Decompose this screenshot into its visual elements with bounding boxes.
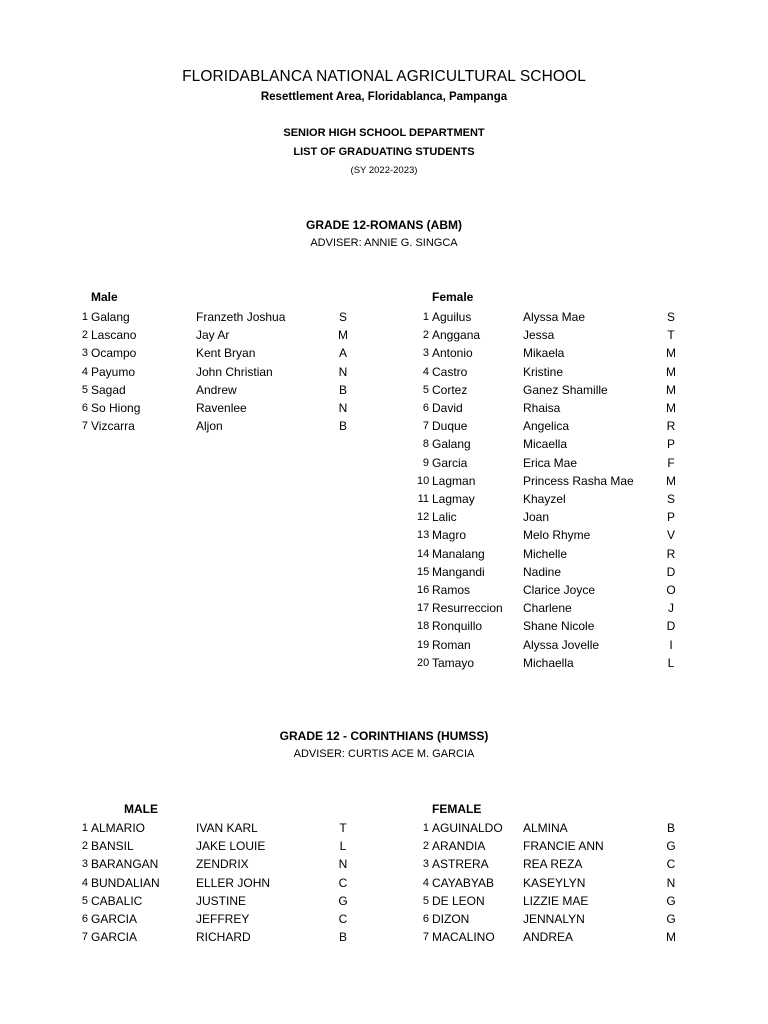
- first-name: John Christian: [196, 364, 273, 379]
- row-number: 19: [417, 638, 430, 651]
- section-adviser: ADVISER: ANNIE G. SINGCA: [310, 237, 458, 249]
- last-name: Payumo: [91, 364, 136, 379]
- last-name: Sagad: [91, 382, 126, 397]
- middle-initial: C: [666, 857, 676, 872]
- first-name: LIZZIE MAE: [523, 893, 589, 908]
- row-number: 7: [422, 420, 429, 433]
- row-number: 2: [422, 840, 429, 853]
- last-name: ARANDIA: [432, 839, 486, 854]
- middle-initial: B: [338, 930, 347, 945]
- row-number: 3: [422, 347, 429, 360]
- row-number: 3: [81, 347, 88, 360]
- student-row: [0, 894, 768, 912]
- last-name: DIZON: [432, 912, 470, 926]
- first-name: KASEYLYN: [523, 875, 586, 890]
- row-number: 6: [422, 402, 429, 414]
- first-name: JAKE LOUIE: [196, 839, 266, 854]
- first-name: JENNALYN: [523, 912, 585, 926]
- first-name: Jessa: [523, 328, 555, 343]
- middle-initial: R: [666, 546, 676, 561]
- row-number: 3: [81, 858, 88, 871]
- last-name: So Hiong: [91, 401, 141, 415]
- last-name: Duque: [432, 419, 468, 434]
- middle-initial: B: [666, 821, 675, 835]
- middle-initial: S: [338, 310, 347, 324]
- first-name: Mikaela: [523, 346, 565, 361]
- student-row: [0, 857, 768, 875]
- student-row: [0, 492, 768, 510]
- middle-initial: N: [338, 857, 348, 872]
- student-row: [0, 930, 768, 948]
- student-row: [0, 437, 768, 455]
- last-name: Garcia: [432, 455, 468, 470]
- row-number: 5: [81, 383, 88, 396]
- row-number: 6: [422, 913, 429, 925]
- first-name: Jay Ar: [196, 328, 230, 343]
- section-adviser: ADVISER: CURTIS ACE M. GARCIA: [293, 748, 475, 760]
- last-name: David: [432, 401, 463, 415]
- row-number: 20: [417, 656, 430, 669]
- middle-initial: T: [339, 821, 347, 835]
- middle-initial: N: [338, 364, 348, 379]
- row-number: 5: [422, 383, 429, 396]
- first-name: Aljon: [196, 419, 223, 434]
- section-title: GRADE 12-ROMANS (ABM): [306, 218, 462, 232]
- student-row: [0, 310, 768, 328]
- last-name: Antonio: [432, 346, 473, 361]
- middle-initial: R: [666, 419, 676, 434]
- middle-initial: F: [667, 455, 675, 470]
- female-column-header: Female: [432, 290, 474, 304]
- first-name: Nadine: [523, 564, 562, 579]
- last-name: AGUINALDO: [432, 821, 503, 835]
- last-name: BARANGAN: [91, 857, 159, 872]
- student-row: [0, 876, 768, 894]
- last-name: ASTRERA: [432, 857, 489, 872]
- row-number: 12: [417, 511, 430, 524]
- middle-initial: G: [666, 912, 676, 926]
- row-number: 11: [417, 493, 429, 505]
- middle-initial: I: [669, 637, 673, 652]
- last-name: Ocampo: [91, 346, 137, 361]
- first-name: Franzeth Joshua: [196, 310, 286, 324]
- student-row: [0, 528, 768, 546]
- first-name: Michaella: [523, 655, 574, 670]
- middle-initial: D: [666, 564, 676, 579]
- middle-initial: B: [338, 382, 347, 397]
- row-number: 6: [81, 402, 88, 414]
- last-name: Manalang: [432, 546, 485, 561]
- row-number: 4: [422, 365, 429, 378]
- middle-initial: C: [338, 912, 348, 926]
- last-name: CABALIC: [91, 893, 143, 908]
- first-name: RICHARD: [196, 930, 251, 945]
- middle-initial: S: [666, 310, 675, 324]
- middle-initial: N: [338, 401, 348, 415]
- middle-initial: G: [666, 893, 676, 908]
- list-title: LIST OF GRADUATING STUDENTS: [293, 146, 475, 158]
- row-number: 5: [422, 894, 429, 907]
- first-name: JUSTINE: [196, 893, 247, 908]
- first-name: Alyssa Mae: [523, 310, 586, 324]
- first-name: Melo Rhyme: [523, 528, 591, 543]
- middle-initial: T: [667, 328, 675, 343]
- first-name: Alyssa Jovelle: [523, 637, 600, 652]
- row-number: 7: [422, 931, 429, 944]
- student-row: [0, 565, 768, 583]
- first-name: ANDREA: [523, 930, 574, 945]
- last-name: Magro: [432, 528, 467, 543]
- row-number: 5: [81, 894, 88, 907]
- middle-initial: G: [338, 893, 348, 908]
- middle-initial: M: [666, 930, 676, 945]
- middle-initial: L: [339, 839, 347, 854]
- middle-initial: M: [666, 382, 676, 397]
- row-number: 16: [417, 584, 430, 596]
- student-row: [0, 401, 768, 419]
- row-number: 18: [417, 620, 430, 633]
- last-name: Vizcarra: [91, 419, 135, 434]
- first-name: Andrew: [196, 382, 237, 397]
- first-name: Michelle: [523, 546, 568, 561]
- middle-initial: J: [668, 601, 674, 616]
- last-name: Mangandi: [432, 564, 485, 579]
- first-name: IVAN KARL: [196, 821, 258, 835]
- last-name: Resurreccion: [432, 601, 503, 616]
- male-column-header: Male: [91, 290, 118, 304]
- first-name: REA REZA: [523, 857, 583, 872]
- middle-initial: P: [666, 510, 675, 525]
- first-name: Ravenlee: [196, 401, 247, 415]
- last-name: BANSIL: [91, 839, 134, 854]
- middle-initial: B: [338, 419, 347, 434]
- first-name: ZENDRIX: [196, 857, 249, 872]
- last-name: Roman: [432, 637, 471, 652]
- row-number: 1: [422, 822, 429, 834]
- section-title: GRADE 12 - CORINTHIANS (HUMSS): [279, 729, 489, 743]
- row-number: 8: [422, 438, 429, 451]
- first-name: Ganez Shamille: [523, 382, 608, 397]
- student-row: [0, 839, 768, 857]
- student-row: [0, 821, 768, 839]
- middle-initial: M: [338, 328, 348, 343]
- middle-initial: M: [666, 473, 676, 488]
- row-number: 9: [422, 456, 429, 469]
- row-number: 4: [81, 876, 88, 889]
- first-name: Erica Mae: [523, 455, 578, 470]
- first-name: JEFFREY: [196, 912, 250, 926]
- middle-initial: O: [666, 583, 676, 597]
- last-name: Lagmay: [432, 492, 475, 506]
- row-number: 3: [422, 858, 429, 871]
- row-number: 2: [81, 329, 88, 342]
- student-row: [0, 510, 768, 528]
- student-row: [0, 638, 768, 656]
- female-column-header: FEMALE: [432, 802, 482, 816]
- school-name: FLORIDABLANCA NATIONAL AGRICULTURAL SCHOOL: [182, 68, 586, 85]
- first-name: Rhaisa: [523, 401, 561, 415]
- last-name: GARCIA: [91, 912, 138, 926]
- first-name: Charlene: [523, 601, 572, 616]
- row-number: 2: [81, 840, 88, 853]
- middle-initial: S: [666, 492, 675, 506]
- student-row: [0, 619, 768, 637]
- last-name: Ronquillo: [432, 619, 483, 634]
- row-number: 1: [81, 311, 88, 323]
- last-name: Cortez: [432, 382, 468, 397]
- student-row: [0, 656, 768, 674]
- first-name: Princess Rasha Mae: [523, 473, 634, 488]
- middle-initial: M: [666, 346, 676, 361]
- middle-initial: L: [667, 655, 675, 670]
- first-name: Micaella: [523, 437, 568, 452]
- first-name: ALMINA: [523, 821, 568, 835]
- last-name: MACALINO: [432, 930, 495, 945]
- student-row: [0, 419, 768, 437]
- student-row: [0, 912, 768, 930]
- student-row: [0, 474, 768, 492]
- middle-initial: G: [666, 839, 676, 854]
- student-row: [0, 456, 768, 474]
- last-name: Tamayo: [432, 655, 475, 670]
- last-name: Aguilus: [432, 310, 472, 324]
- first-name: Shane Nicole: [523, 619, 595, 634]
- last-name: Galang: [91, 310, 130, 324]
- student-row: [0, 346, 768, 364]
- middle-initial: D: [666, 619, 676, 634]
- middle-initial: M: [666, 401, 676, 415]
- row-number: 6: [81, 913, 88, 925]
- student-row: [0, 547, 768, 565]
- middle-initial: M: [666, 364, 676, 379]
- row-number: 1: [81, 822, 88, 834]
- middle-initial: A: [338, 346, 347, 361]
- middle-initial: C: [338, 875, 348, 890]
- row-number: 1: [422, 311, 429, 323]
- first-name: FRANCIE ANN: [523, 839, 604, 854]
- row-number: 15: [417, 565, 430, 578]
- row-number: 4: [81, 365, 88, 378]
- student-row: [0, 601, 768, 619]
- last-name: Ramos: [432, 583, 471, 597]
- student-row: [0, 328, 768, 346]
- first-name: Kent Bryan: [196, 346, 256, 361]
- last-name: Lascano: [91, 328, 137, 343]
- male-column-header: MALE: [124, 802, 158, 816]
- middle-initial: P: [666, 437, 675, 452]
- last-name: Lagman: [432, 473, 476, 488]
- row-number: 4: [422, 876, 429, 889]
- first-name: Joan: [523, 510, 550, 525]
- last-name: GARCIA: [91, 930, 138, 945]
- last-name: Lalic: [432, 510, 457, 525]
- row-number: 13: [417, 529, 430, 542]
- row-number: 2: [422, 329, 429, 342]
- last-name: Galang: [432, 437, 471, 452]
- student-row: [0, 365, 768, 383]
- row-number: 7: [81, 931, 88, 944]
- row-number: 17: [417, 602, 430, 615]
- last-name: DE LEON: [432, 893, 485, 908]
- student-row: [0, 583, 768, 601]
- last-name: BUNDALIAN: [91, 875, 160, 890]
- middle-initial: N: [666, 875, 676, 890]
- school-address: Resettlement Area, Floridablanca, Pampanga: [260, 91, 508, 103]
- student-row: [0, 383, 768, 401]
- last-name: ALMARIO: [91, 821, 146, 835]
- last-name: Anggana: [432, 328, 481, 343]
- first-name: Clarice Joyce: [523, 583, 596, 597]
- last-name: Castro: [432, 364, 468, 379]
- row-number: 14: [417, 547, 430, 560]
- first-name: Khayzel: [523, 492, 566, 506]
- school-year: (SY 2022-2023): [350, 165, 418, 176]
- first-name: Angelica: [523, 419, 570, 434]
- row-number: 7: [81, 420, 88, 433]
- middle-initial: V: [666, 528, 675, 543]
- first-name: Kristine: [523, 364, 564, 379]
- row-number: 10: [417, 474, 430, 487]
- first-name: ELLER JOHN: [196, 875, 271, 890]
- last-name: CAYABYAB: [432, 875, 495, 890]
- department-title: SENIOR HIGH SCHOOL DEPARTMENT: [283, 127, 485, 139]
